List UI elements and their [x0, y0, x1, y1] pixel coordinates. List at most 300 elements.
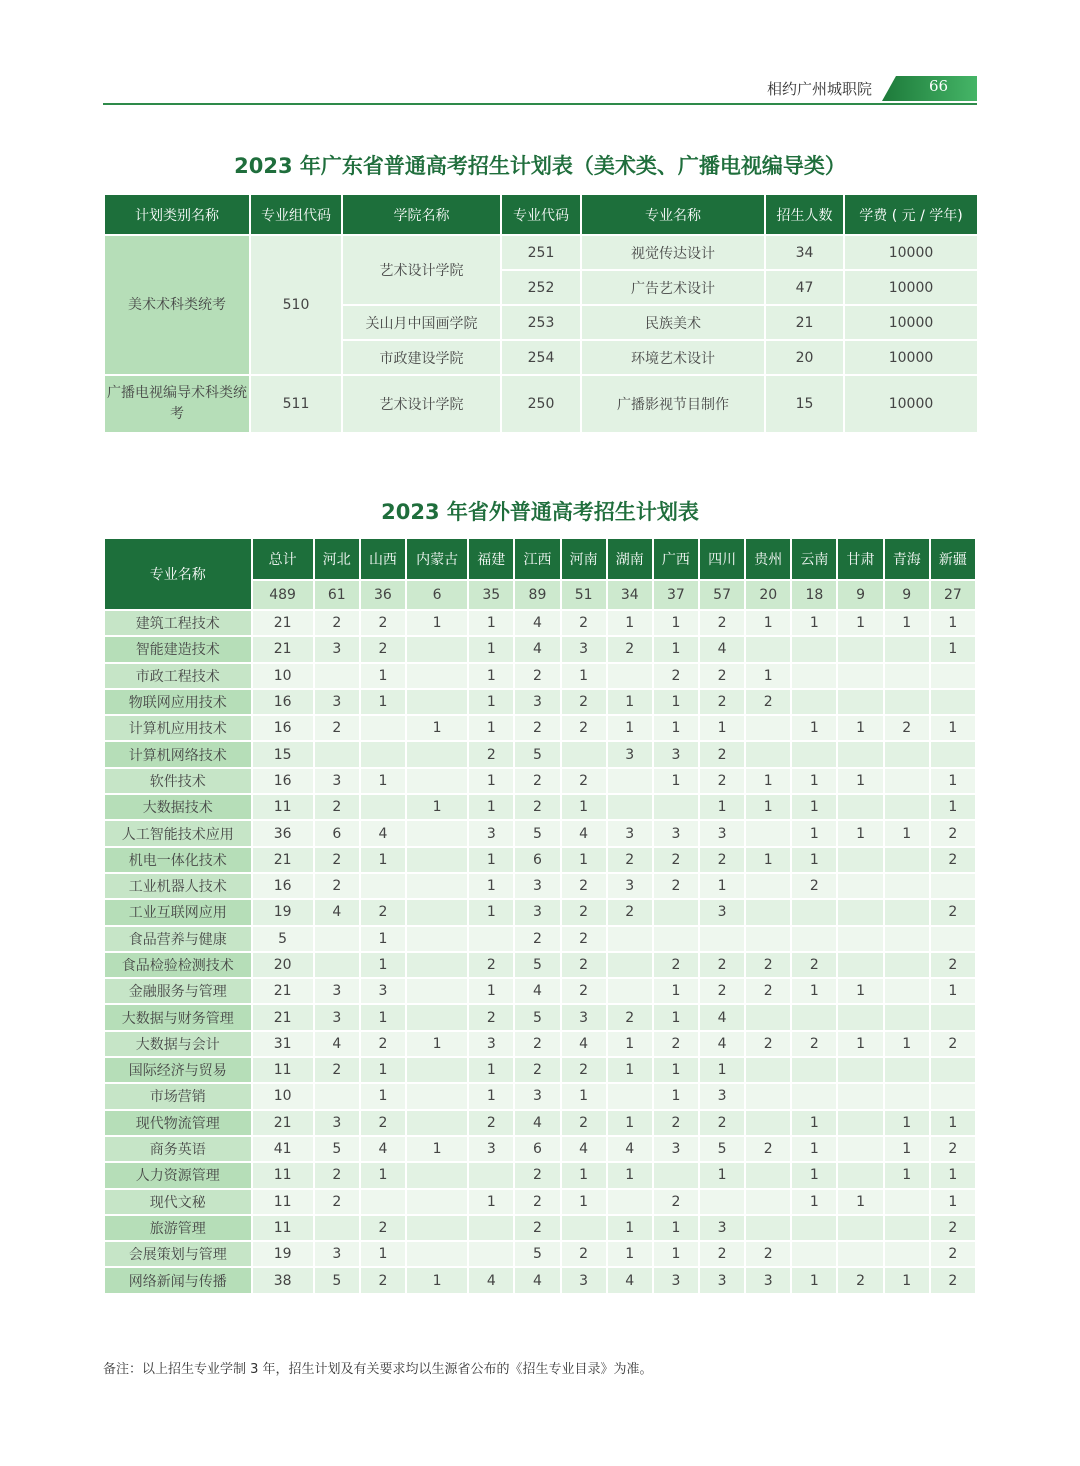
quota-cell: 1 — [360, 847, 406, 873]
province-header: 四川 — [699, 538, 745, 580]
quota-cell: 1 — [468, 978, 514, 1004]
quota-cell: 2 — [314, 1189, 360, 1215]
page-number: 66 — [928, 77, 949, 95]
quota-cell — [406, 1110, 468, 1136]
table-row — [104, 820, 976, 846]
quota-cell — [884, 926, 930, 952]
quota-cell: 3 — [699, 1215, 745, 1241]
quota-cell: 2 — [314, 610, 360, 636]
quota-cell: 4 — [514, 636, 560, 662]
total-cell: 9 — [837, 580, 883, 610]
quota-cell: 2 — [314, 1057, 360, 1083]
quota-cell — [791, 1241, 837, 1267]
quota-cell: 1 — [561, 847, 607, 873]
province-header: 新疆 — [930, 538, 976, 580]
quota-cell: 1 — [930, 768, 976, 794]
quota-cell: 2 — [561, 952, 607, 978]
quota-cell: 1 — [653, 715, 699, 741]
quota-cell: 2 — [607, 899, 653, 925]
quota-cell: 1 — [653, 689, 699, 715]
quota-cell: 1 — [653, 636, 699, 662]
total-cell: 36 — [360, 580, 406, 610]
table-row — [104, 1267, 976, 1293]
quota-cell: 36 — [252, 820, 314, 846]
quota-cell: 1 — [745, 610, 791, 636]
quota-cell: 3 — [314, 1241, 360, 1267]
quota-cell — [791, 899, 837, 925]
quota-cell — [561, 1215, 607, 1241]
quota-cell: 31 — [252, 1031, 314, 1057]
quota-cell: 2 — [561, 1110, 607, 1136]
major-name-cell: 食品检验检测技术 — [104, 952, 252, 978]
major-name-cell: 会展策划与管理 — [104, 1241, 252, 1267]
quota-cell — [406, 873, 468, 899]
quota-cell — [837, 1110, 883, 1136]
quota-cell — [607, 768, 653, 794]
table-row — [104, 1031, 976, 1057]
quota-cell: 3 — [314, 1110, 360, 1136]
quota-cell — [406, 1189, 468, 1215]
quota-cell: 4 — [561, 1136, 607, 1162]
quota-cell: 2 — [699, 1110, 745, 1136]
total-cell: 6 — [406, 580, 468, 610]
major-name-cell: 工业机器人技术 — [104, 873, 252, 899]
quota-cell: 1 — [884, 1031, 930, 1057]
major-name-cell: 市政工程技术 — [104, 663, 252, 689]
quota-cell: 1 — [884, 1162, 930, 1188]
quota-cell: 2 — [930, 1136, 976, 1162]
table-row — [104, 1189, 976, 1215]
quota-cell — [884, 768, 930, 794]
quota-cell — [884, 1241, 930, 1267]
quota-cell — [406, 1083, 468, 1109]
province-header: 甘肃 — [837, 538, 883, 580]
quota-cell: 1 — [561, 663, 607, 689]
quota-cell — [837, 689, 883, 715]
quota-cell: 2 — [561, 1241, 607, 1267]
quota-cell: 2 — [607, 636, 653, 662]
province-header: 云南 — [791, 538, 837, 580]
quota-cell — [930, 689, 976, 715]
table-row — [104, 794, 976, 820]
quota-cell: 3 — [607, 820, 653, 846]
quota-cell: 1 — [360, 1004, 406, 1030]
major-code-cell: 254 — [501, 340, 581, 375]
quota-cell: 2 — [514, 663, 560, 689]
quota-cell: 2 — [514, 1162, 560, 1188]
quota-cell: 1 — [468, 847, 514, 873]
quota-cell: 1 — [406, 715, 468, 741]
guangdong-plan-table — [103, 193, 979, 434]
quota-cell — [406, 1215, 468, 1241]
table-row — [104, 741, 976, 767]
college-cell: 关山月中国画学院 — [342, 305, 501, 340]
quota-cell: 1 — [406, 1267, 468, 1293]
quota-cell — [653, 1162, 699, 1188]
quota-cell — [360, 741, 406, 767]
quota-cell: 1 — [653, 978, 699, 1004]
major-name-cell: 机电一体化技术 — [104, 847, 252, 873]
quota-cell: 11 — [252, 1162, 314, 1188]
quota-cell: 1 — [837, 1189, 883, 1215]
table-row — [104, 899, 976, 925]
quota-cell: 3 — [745, 1267, 791, 1293]
quota-cell: 1 — [837, 820, 883, 846]
major-name-cell: 人力资源管理 — [104, 1162, 252, 1188]
quota-cell: 21 — [252, 610, 314, 636]
quota-cell: 3 — [561, 1004, 607, 1030]
quota-cell — [406, 1004, 468, 1030]
quota-cell: 1 — [406, 610, 468, 636]
major-name-cell: 食品营养与健康 — [104, 926, 252, 952]
table-row — [104, 952, 976, 978]
header-row — [104, 538, 976, 580]
quota-cell: 1 — [884, 1110, 930, 1136]
major-name-cell: 金融服务与管理 — [104, 978, 252, 1004]
quota-cell: 2 — [930, 1241, 976, 1267]
column-header: 招生人数 — [765, 194, 844, 235]
quota-cell: 3 — [514, 689, 560, 715]
quota-cell — [360, 873, 406, 899]
quota-cell: 1 — [360, 689, 406, 715]
quota-cell: 1 — [468, 768, 514, 794]
quota-cell: 3 — [468, 820, 514, 846]
quota-cell: 1 — [837, 715, 883, 741]
quota-cell — [837, 1136, 883, 1162]
table-row — [104, 978, 976, 1004]
quota-cell: 21 — [252, 636, 314, 662]
quota-cell — [791, 1057, 837, 1083]
quota-cell: 2 — [699, 1241, 745, 1267]
quota-cell: 1 — [699, 715, 745, 741]
major-code-cell: 252 — [501, 270, 581, 305]
quota-cell — [745, 1189, 791, 1215]
quota-cell: 3 — [699, 1267, 745, 1293]
major-name-cell: 大数据与会计 — [104, 1031, 252, 1057]
quota-cell: 2 — [607, 1004, 653, 1030]
quota-cell: 5 — [514, 1241, 560, 1267]
major-name-cell: 大数据技术 — [104, 794, 252, 820]
major-name-cell: 广播影视节目制作 — [581, 375, 765, 433]
quota-cell: 1 — [791, 1267, 837, 1293]
quota-cell — [406, 1162, 468, 1188]
quota-cell: 2 — [930, 820, 976, 846]
quota-cell: 1 — [360, 1162, 406, 1188]
quota-cell: 4 — [314, 899, 360, 925]
quota-cell: 2 — [930, 1215, 976, 1241]
column-header: 学费 ( 元 / 学年) — [844, 194, 978, 235]
quota-cell: 4 — [514, 1267, 560, 1293]
quota-cell: 2 — [561, 689, 607, 715]
quota-cell: 4 — [514, 978, 560, 1004]
quota-cell — [884, 636, 930, 662]
quota-cell: 6 — [314, 820, 360, 846]
quota-cell: 5 — [699, 1136, 745, 1162]
quota-cell — [314, 1215, 360, 1241]
column-header: 专业代码 — [501, 194, 581, 235]
quota-cell — [837, 1241, 883, 1267]
quota-cell: 1 — [360, 1083, 406, 1109]
group-code-cell: 510 — [250, 235, 342, 375]
quota-cell: 1 — [468, 873, 514, 899]
quota-cell: 2 — [314, 1162, 360, 1188]
quota-cell — [884, 873, 930, 899]
quota-cell: 2 — [607, 847, 653, 873]
major-name-cell: 计算机应用技术 — [104, 715, 252, 741]
total-cell: 89 — [514, 580, 560, 610]
table-row — [104, 926, 976, 952]
quota-cell: 1 — [791, 794, 837, 820]
quota-cell — [745, 820, 791, 846]
table1-title: 2023 年广东省普通高考招生计划表（美术类、广播电视编导类） — [234, 154, 846, 178]
quota-cell: 1 — [699, 873, 745, 899]
quota-cell: 1 — [930, 1162, 976, 1188]
quota-cell: 2 — [699, 768, 745, 794]
quota-cell: 2 — [653, 847, 699, 873]
quota-cell: 2 — [561, 873, 607, 899]
quota-cell: 1 — [468, 1083, 514, 1109]
quota-cell: 4 — [699, 1004, 745, 1030]
quota-cell: 1 — [837, 610, 883, 636]
quota-cell — [884, 1215, 930, 1241]
quota-cell — [406, 768, 468, 794]
quota-cell: 3 — [314, 636, 360, 662]
total-cell: 51 — [561, 580, 607, 610]
quota-cell: 2 — [514, 1189, 560, 1215]
quota-cell — [930, 873, 976, 899]
quota-cell: 1 — [699, 1057, 745, 1083]
quota-cell — [791, 1215, 837, 1241]
quota-cell: 1 — [653, 768, 699, 794]
province-header: 河北 — [314, 538, 360, 580]
quota-cell: 2 — [745, 978, 791, 1004]
quota-cell: 1 — [607, 689, 653, 715]
major-code-cell: 251 — [501, 235, 581, 270]
table-row — [104, 1215, 976, 1241]
quota-cell: 4 — [514, 610, 560, 636]
group-code-cell: 511 — [250, 375, 342, 433]
quota-cell: 2 — [699, 689, 745, 715]
major-name-cell: 物联网应用技术 — [104, 689, 252, 715]
quota-cell — [837, 1004, 883, 1030]
quota-cell: 1 — [791, 715, 837, 741]
quota-cell: 1 — [791, 1110, 837, 1136]
quota-cell: 3 — [607, 873, 653, 899]
enrollment-cell: 47 — [765, 270, 844, 305]
quota-cell: 3 — [561, 636, 607, 662]
quota-cell — [884, 1057, 930, 1083]
quota-cell: 4 — [360, 820, 406, 846]
major-name-cell: 商务英语 — [104, 1136, 252, 1162]
province-header: 福建 — [468, 538, 514, 580]
quota-cell — [607, 1189, 653, 1215]
college-cell: 艺术设计学院 — [342, 375, 501, 433]
enrollment-cell: 20 — [765, 340, 844, 375]
quota-cell: 2 — [314, 847, 360, 873]
quota-cell — [884, 794, 930, 820]
quota-cell: 1 — [468, 1189, 514, 1215]
quota-cell — [653, 926, 699, 952]
quota-cell — [791, 926, 837, 952]
quota-cell — [314, 926, 360, 952]
quota-cell: 1 — [930, 794, 976, 820]
quota-cell: 41 — [252, 1136, 314, 1162]
major-name-cell: 工业互联网应用 — [104, 899, 252, 925]
quota-cell — [314, 952, 360, 978]
total-cell: 35 — [468, 580, 514, 610]
quota-cell: 2 — [314, 715, 360, 741]
quota-cell: 2 — [468, 1110, 514, 1136]
quota-cell — [791, 1004, 837, 1030]
total-cell: 27 — [930, 580, 976, 610]
major-name-cell: 网络新闻与传播 — [104, 1267, 252, 1293]
quota-cell: 3 — [360, 978, 406, 1004]
quota-cell — [314, 1083, 360, 1109]
quota-cell: 2 — [360, 1031, 406, 1057]
quota-cell: 2 — [653, 952, 699, 978]
quota-cell: 1 — [791, 847, 837, 873]
quota-cell: 3 — [653, 1267, 699, 1293]
quota-cell — [607, 794, 653, 820]
quota-cell: 2 — [514, 1031, 560, 1057]
province-header: 山西 — [360, 538, 406, 580]
quota-cell: 11 — [252, 794, 314, 820]
quota-cell: 2 — [930, 899, 976, 925]
province-header: 湖南 — [607, 538, 653, 580]
quota-cell — [406, 689, 468, 715]
quota-cell — [745, 1057, 791, 1083]
quota-cell: 3 — [514, 899, 560, 925]
quota-cell: 2 — [514, 768, 560, 794]
quota-cell: 6 — [514, 847, 560, 873]
quota-cell: 1 — [884, 820, 930, 846]
quota-cell — [930, 663, 976, 689]
quota-cell — [653, 794, 699, 820]
quota-cell: 4 — [360, 1136, 406, 1162]
quota-cell: 2 — [561, 899, 607, 925]
table-row — [104, 610, 976, 636]
quota-cell — [406, 820, 468, 846]
major-name-cell: 大数据与财务管理 — [104, 1004, 252, 1030]
quota-cell — [745, 741, 791, 767]
quota-cell — [791, 663, 837, 689]
quota-cell — [930, 741, 976, 767]
quota-cell: 4 — [607, 1136, 653, 1162]
quota-cell — [745, 873, 791, 899]
quota-cell — [837, 1162, 883, 1188]
quota-cell: 16 — [252, 873, 314, 899]
column-header: 专业名称 — [581, 194, 765, 235]
major-name-cell: 软件技术 — [104, 768, 252, 794]
quota-cell — [837, 741, 883, 767]
quota-cell — [607, 952, 653, 978]
table-row — [104, 663, 976, 689]
quota-cell: 1 — [653, 1083, 699, 1109]
quota-cell: 2 — [653, 1031, 699, 1057]
quota-cell: 3 — [699, 1083, 745, 1109]
quota-cell: 2 — [653, 1189, 699, 1215]
quota-cell: 2 — [561, 978, 607, 1004]
quota-cell: 19 — [252, 899, 314, 925]
tuition-cell: 10000 — [844, 375, 978, 433]
quota-cell: 2 — [791, 1031, 837, 1057]
quota-cell: 1 — [884, 1136, 930, 1162]
quota-cell: 2 — [360, 899, 406, 925]
quota-cell — [884, 663, 930, 689]
quota-cell: 1 — [653, 1215, 699, 1241]
table-row — [104, 715, 976, 741]
table-row — [104, 873, 976, 899]
quota-cell — [406, 1241, 468, 1267]
total-cell: 57 — [699, 580, 745, 610]
quota-cell: 11 — [252, 1215, 314, 1241]
tuition-cell: 10000 — [844, 270, 978, 305]
quota-cell — [930, 1004, 976, 1030]
province-header: 贵州 — [745, 538, 791, 580]
major-name-cell: 视觉传达设计 — [581, 235, 765, 270]
column-header: 专业组代码 — [250, 194, 342, 235]
quota-cell — [406, 978, 468, 1004]
quota-cell — [607, 926, 653, 952]
quota-cell: 15 — [252, 741, 314, 767]
quota-cell — [837, 794, 883, 820]
quota-cell: 5 — [314, 1267, 360, 1293]
total-cell: 18 — [791, 580, 837, 610]
quota-cell: 1 — [607, 610, 653, 636]
quota-cell — [837, 873, 883, 899]
major-name-cell: 国际经济与贸易 — [104, 1057, 252, 1083]
quota-cell: 38 — [252, 1267, 314, 1293]
quota-cell: 1 — [791, 768, 837, 794]
quota-cell — [884, 689, 930, 715]
quota-cell: 4 — [314, 1031, 360, 1057]
quota-cell: 1 — [468, 610, 514, 636]
quota-cell: 1 — [360, 768, 406, 794]
quota-cell — [930, 926, 976, 952]
major-name-header: 专业名称 — [104, 538, 252, 610]
quota-cell: 3 — [314, 1004, 360, 1030]
quota-cell: 1 — [745, 847, 791, 873]
quota-cell: 2 — [514, 926, 560, 952]
quota-cell: 1 — [930, 610, 976, 636]
table-row — [104, 1241, 976, 1267]
quota-cell: 2 — [837, 1267, 883, 1293]
quota-cell: 1 — [468, 689, 514, 715]
quota-cell: 2 — [514, 1057, 560, 1083]
quota-cell: 2 — [699, 847, 745, 873]
quota-cell: 2 — [745, 1031, 791, 1057]
quota-cell: 2 — [561, 768, 607, 794]
quota-cell: 1 — [607, 715, 653, 741]
quota-cell — [745, 1110, 791, 1136]
quota-cell: 2 — [468, 741, 514, 767]
quota-cell: 1 — [360, 663, 406, 689]
quota-cell: 1 — [468, 794, 514, 820]
quota-cell — [884, 978, 930, 1004]
quota-cell: 2 — [360, 1215, 406, 1241]
quota-cell: 1 — [468, 715, 514, 741]
quota-cell — [406, 663, 468, 689]
table-row — [104, 1136, 976, 1162]
category-cell: 广播电视编导术科类统考 — [104, 375, 250, 433]
quota-cell: 1 — [561, 1083, 607, 1109]
tuition-cell: 10000 — [844, 235, 978, 270]
quota-cell: 4 — [468, 1267, 514, 1293]
major-name-cell: 广告艺术设计 — [581, 270, 765, 305]
quota-cell: 2 — [561, 926, 607, 952]
quota-cell: 3 — [653, 741, 699, 767]
quota-cell — [837, 1083, 883, 1109]
